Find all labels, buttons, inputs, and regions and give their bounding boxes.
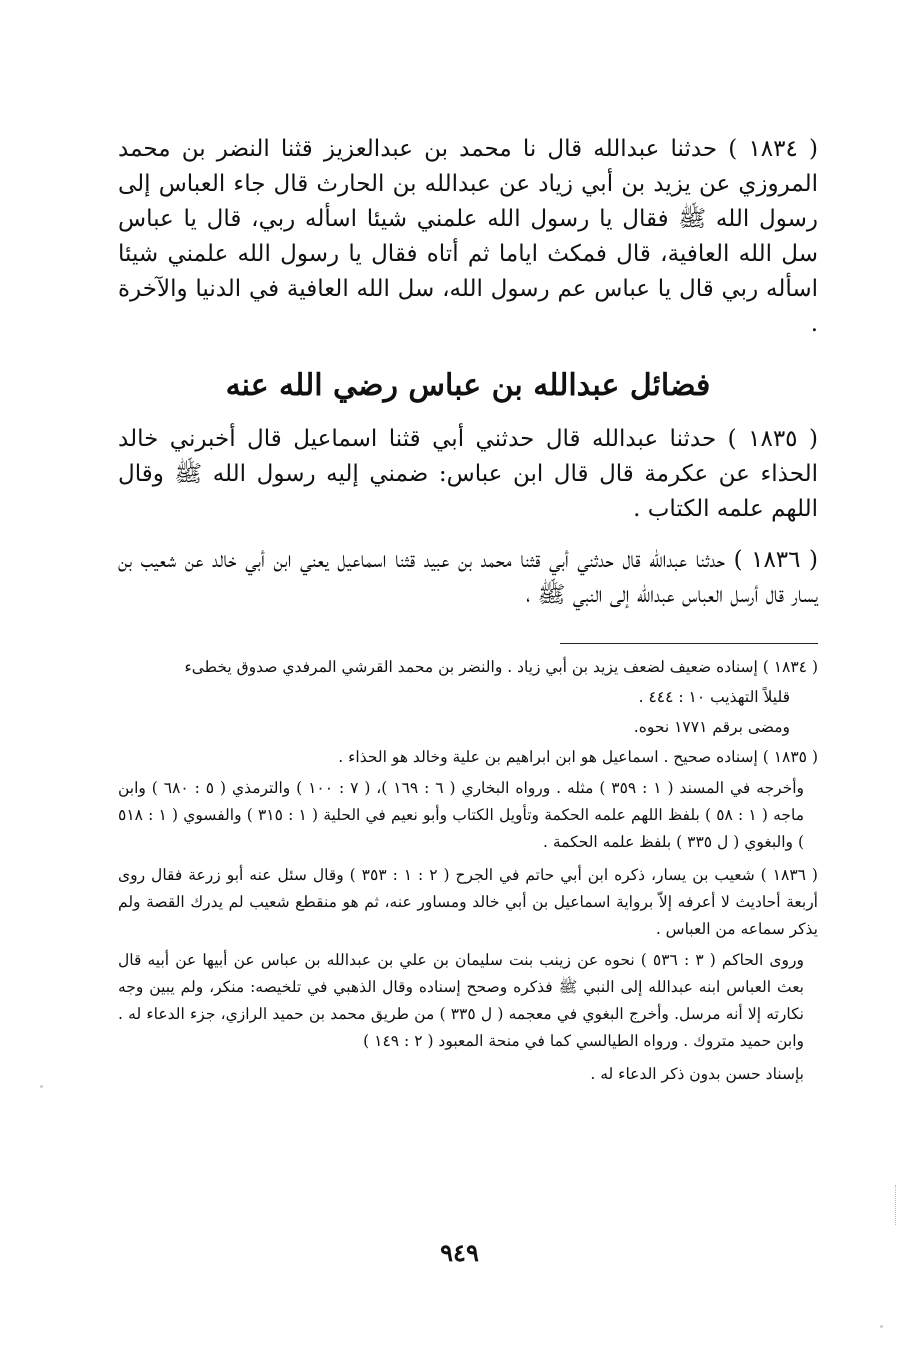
footnote-1835-sources: وأخرجه في المسند ( ١ : ٣٥٩ ) مثله . ورواه البخاري ( ٦ : ١٦٩ )، ( ٧ : ١٠٠ ) والترمذي ( ٥ : ٦٨٠ ) وابن ماجه ( ١ : ٥٨ ) بلفظ اللهم علمه الحكمة وتأويل الكتاب وأبو نعيم في الحلية ( ١ : ٣١٥ ) والفسوي ( ١ : ٥١٨ ) والبغوي ( ل ٣٣٥ ) بلفظ علمه الحكمة .: [118, 779, 805, 851]
footnote-divider: [560, 643, 818, 644]
hadith-1836: ( ١٨٣٦ ) حدثنا عبدالله قال حدثني أبي قثنا محمد بن عبيد قثنا اسماعيل يعني ابن أبي خالد عن شعيب بن يسار قال أرسل العباس عبدالله إلى النبي ﷺ ،: [118, 547, 818, 608]
footnote-1834-cont: قليلاً التهذيب ١٠ : ٤٤٤ .: [638, 688, 790, 706]
footnote-1836-end: بإسناد حسن بدون ذكر الدعاء له .: [590, 1065, 804, 1083]
footnote-1835-detail: [118, 775, 818, 856]
hadith-1834: ( ١٨٣٤ ) حدثنا عبدالله قال نا محمد بن عبدالعزيز قثنا النضر بن محمد المروزي عن يزيد بن أبي زياد عن عبدالله بن الحارث قال جاء العباس إلى رسول الله ﷺ فقال يا رسول الله علمني شيئا اسأله ربي، قال يا عباس سل الله العافية، قال فمكث اياما ثم أتاه فقال يا رسول الله علمني شيئا اسأله ربي قال يا عباس عم رسول الله، سل الله العافية في الدنيا والآخرة .: [118, 136, 818, 337]
footnotes: [118, 654, 818, 1091]
scan-dot: [880, 1325, 883, 1328]
footnote-1836-sources: وروى الحاكم ( ٣ : ٥٣٦ ) نحوه عن زينب بنت سليمان بن علي بن عبدالله بن عباس عن أبيها عن أبيه قال بعث العباس ابنه عبدالله إلى النبي ﷺ فذكره وصحح إسناده وقال الذهبي في تلخيصه: منكر، ولم يبين وجه نكارته إلا أنه مرسل. وأخرج البغوي في معجمه ( ل ٣٣٥ ) من طريق محمد بن حميد الرازي، جزء الدعاء له . وابن حميد متروك . ورواه الطيالسي كما في منحة المعبود ( ٢ : ١٤٩ ): [118, 951, 805, 1050]
main-text: [118, 132, 818, 623]
scan-dot: [40, 1085, 43, 1088]
page-number: ٩٤٩: [440, 1238, 479, 1267]
footnote-1836-detail: [118, 947, 818, 1055]
scan-margin-mark: [895, 1185, 899, 1225]
section-heading: فضائل عبدالله بن عباس رضي الله عنه: [225, 368, 711, 403]
footnote-1834: ( ١٨٣٤ ) إسناده ضعيف لضعف يزيد بن أبي زياد . والنضر بن محمد القرشي المرفدي صدوق يخطىء: [184, 658, 818, 676]
hadith-1835: ( ١٨٣٥ ) حدثنا عبدالله قال حدثني أبي قثنا اسماعيل قال أخبرني خالد الحذاء عن عكرمة قال قال ابن عباس: ضمني إليه رسول الله ﷺ وقال اللهم علمه الكتاب .: [118, 426, 818, 522]
footnote-1836: ( ١٨٣٦ ) شعيب بن يسار، ذكره ابن أبي حاتم في الجرح ( ٢ : ١ : ٣٥٣ ) وقال سئل عنه أبو زرعة فقال روى أربعة أحاديث لا أعرفه إلاّ برواية اسماعيل بن أبي خالد ومساور عنه، ثم هو منقطع شعيب لم يدرك القصة ولم يذكر سماعه من العباس .: [118, 866, 818, 938]
footnote-1835: ( ١٨٣٥ ) إسناده صحيح . اسماعيل هو ابن ابراهيم بن علية وخالد هو الحذاء .: [338, 748, 818, 766]
footnote-1834-cont2: ومضى برقم ١٧٧١ نحوه.: [633, 718, 790, 736]
